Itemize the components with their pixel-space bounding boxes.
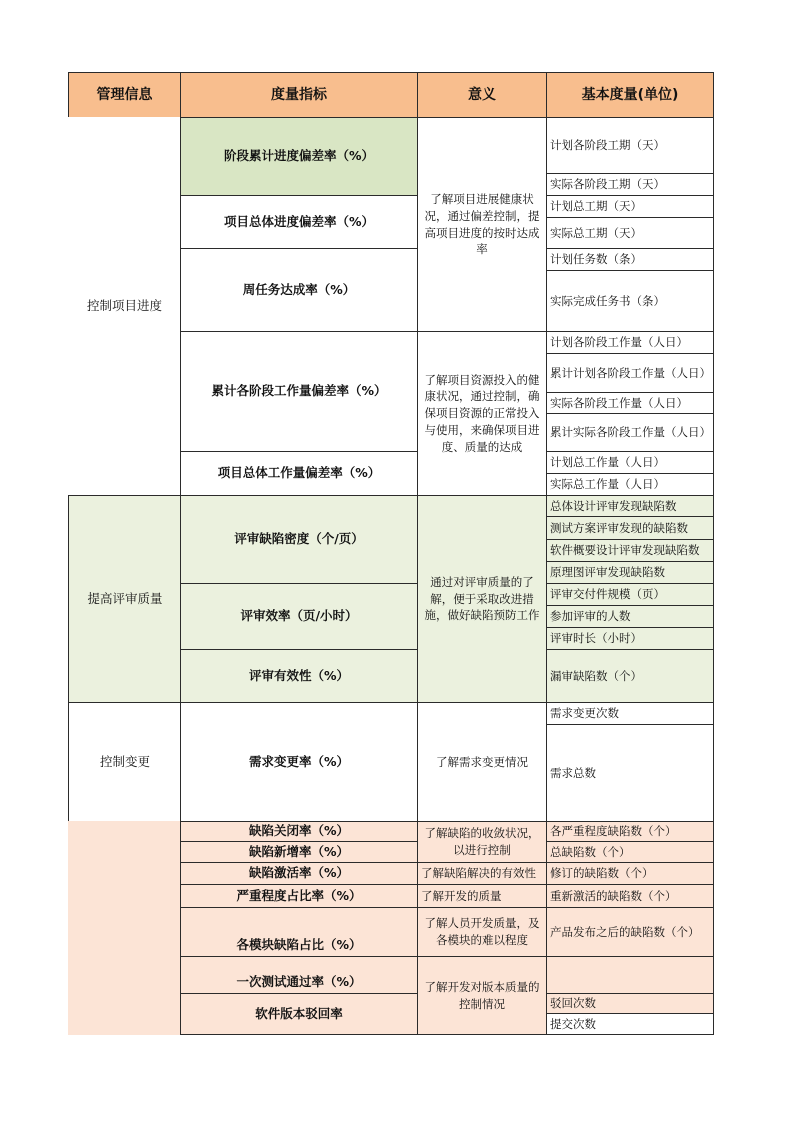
basic-measure-cell: 软件概要设计评审发现缺陷数 <box>546 539 714 562</box>
meaning-cell: 了解人员开发质量，及各模块的难以程度 <box>417 907 547 957</box>
basic-measure-cell: 重新激活的缺陷数（个） <box>546 884 714 908</box>
metric-cell: 周任务达成率（%） <box>180 248 418 332</box>
metric-cell: 严重程度占比率（%） <box>180 884 418 908</box>
basic-measure-cell: 实际完成任务书（条） <box>546 270 714 332</box>
header-meaning: 意义 <box>417 72 547 118</box>
metric-cell: 缺陷新增率（%） <box>180 841 418 863</box>
basic-measure-cell: 总体设计评审发现缺陷数 <box>546 495 714 517</box>
header-management-info: 管理信息 <box>68 72 181 118</box>
metric-cell: 一次测试通过率（%） <box>180 956 418 994</box>
basic-measure-cell: 各严重程度缺陷数（个） <box>546 821 714 842</box>
meaning-cell: 了解缺陷解决的有效性 <box>417 862 547 885</box>
metric-cell: 评审效率（页/小时） <box>180 583 418 650</box>
metric-cell: 各模块缺陷占比（%） <box>180 907 418 957</box>
metric-cell: 需求变更率（%） <box>180 702 418 822</box>
metric-cell: 项目总体进度偏差率（%） <box>180 195 418 249</box>
header-metric: 度量指标 <box>180 72 418 118</box>
basic-measure-cell: 计划总工作量（人日） <box>546 451 714 474</box>
basic-measure-cell: 计划任务数（条） <box>546 248 714 271</box>
basic-measure-cell: 总缺陷数（个） <box>546 841 714 863</box>
metric-cell: 软件版本驳回率 <box>180 993 418 1035</box>
basic-measure-cell: 提交次数 <box>546 1013 714 1035</box>
meaning-cell: 了解项目进展健康状况，通过偏差控制，提高项目进度的按时达成率 <box>417 117 547 332</box>
basic-measure-cell: 产品发布之后的缺陷数（个） <box>546 907 714 957</box>
metric-cell: 缺陷激活率（%） <box>180 862 418 885</box>
meaning-cell: 了解开发的质量 <box>417 884 547 908</box>
basic-measure-cell: 评审交付件规模（页） <box>546 583 714 606</box>
basic-measure-cell: 累计计划各阶段工作量（人日） <box>546 353 714 393</box>
metric-cell: 评审缺陷密度（个/页） <box>180 495 418 584</box>
basic-measure-cell: 需求变更次数 <box>546 702 714 725</box>
basic-measure-cell: 实际总工作量（人日） <box>546 473 714 496</box>
header-basic-measure: 基本度量(单位) <box>546 72 714 118</box>
basic-measure-cell: 累计实际各阶段工作量（人日） <box>546 413 714 452</box>
basic-measure-cell: 实际各阶段工作量（人日） <box>546 392 714 414</box>
meaning-cell: 了解开发对版本质量的控制情况 <box>417 956 547 1035</box>
group-label: 控制项目进度 <box>68 117 181 496</box>
group-label: 提高评审质量 <box>68 495 181 703</box>
meaning-cell: 通过对评审质量的了解，便于采取改进措施，做好缺陷预防工作 <box>417 495 547 703</box>
metric-cell: 项目总体工作量偏差率（%） <box>180 451 418 496</box>
basic-measure-cell: 实际总工期（天） <box>546 217 714 249</box>
basic-measure-cell <box>546 956 714 994</box>
basic-measure-cell: 原理图评审发现缺陷数 <box>546 561 714 584</box>
basic-measure-cell: 评审时长（小时） <box>546 627 714 650</box>
basic-measure-cell: 计划总工期（天） <box>546 195 714 218</box>
meaning-cell: 了解需求变更情况 <box>417 702 547 822</box>
basic-measure-cell: 需求总数 <box>546 724 714 822</box>
metric-cell: 累计各阶段工作量偏差率（%） <box>180 331 418 452</box>
metric-cell: 评审有效性（%） <box>180 649 418 703</box>
basic-measure-cell: 实际各阶段工期（天） <box>546 173 714 196</box>
basic-measure-cell: 漏审缺陷数（个） <box>546 649 714 703</box>
basic-measure-cell: 测试方案评审发现的缺陷数 <box>546 516 714 540</box>
basic-measure-cell: 驳回次数 <box>546 993 714 1014</box>
basic-measure-cell: 修订的缺陷数（个） <box>546 862 714 885</box>
basic-measure-cell: 计划各阶段工作量（人日） <box>546 331 714 354</box>
basic-measure-cell: 参加评审的人数 <box>546 605 714 628</box>
group-label: 控制变更 <box>68 702 181 822</box>
basic-measure-cell: 计划各阶段工期（天） <box>546 117 714 174</box>
meaning-cell: 了解缺陷的收敛状况，以进行控制 <box>417 821 547 863</box>
group-label <box>68 821 181 1035</box>
metric-cell: 缺陷关闭率（%） <box>180 821 418 842</box>
metric-cell: 阶段累计进度偏差率（%） <box>180 117 418 196</box>
meaning-cell: 了解项目资源投入的健康状况，通过控制，确保项目资源的正常投入与使用，来确保项目进度、质量的达成 <box>417 331 547 496</box>
